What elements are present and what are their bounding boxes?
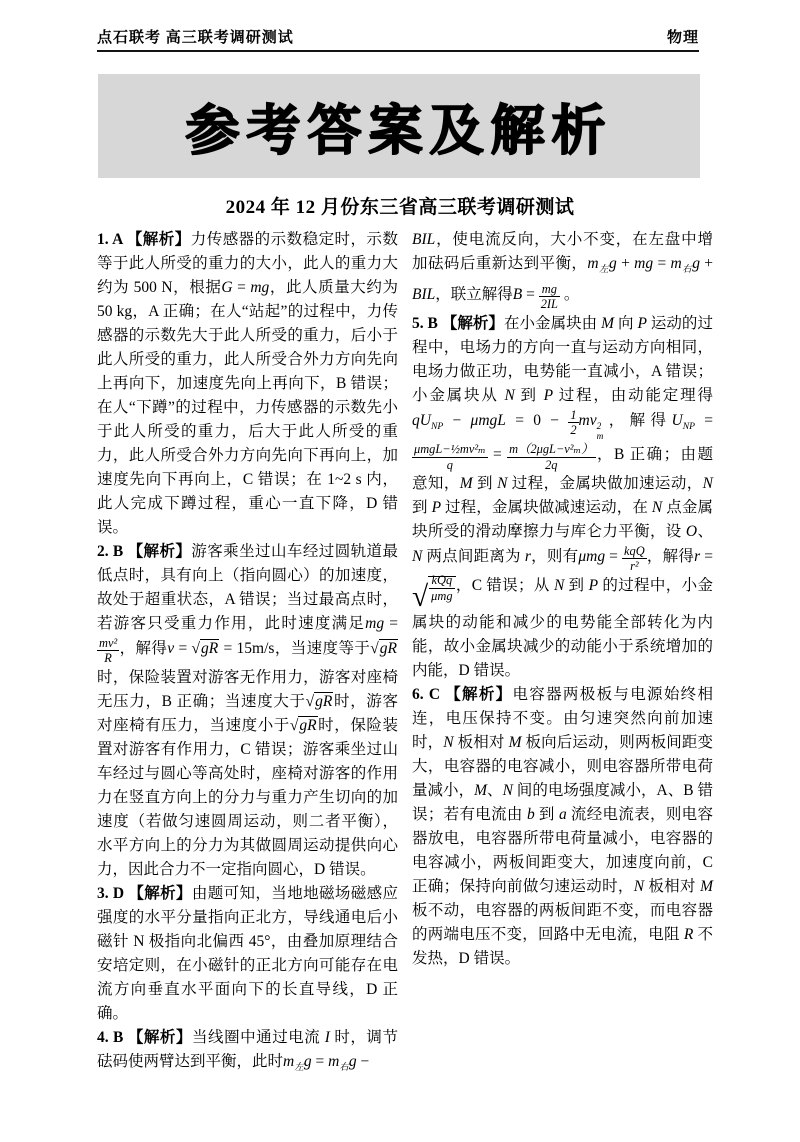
answer-item-2: 2. B 【解析】游客乘坐过山车经过圆轨道最低点时，具有向上（指向圆心）的加速度，故处于超重状态，A 错误；当过最高点时，若游客只受重力作用，此时速度满足mg = $\frac{\text{mv²}}{R}$ ，解得v = √gR = 15m/s，当速度等于√gR时，保险装置对游客无作用力，游客对座椅无压力，B 正确；当速度大于√gR时，游客对座椅有压力，当速度小于√gR时，保险装置对游客有作用力，C 错误；游客乘坐过山车经过与圆心等高处时，座椅对游客的作用力在竖直方向上的分力与重力产生切向的加速度（若做匀速圆周运动，则二者平衡），水平方向上的分力为其做圆周运动提供向心力，因此合力不一定指向圆心，D 错误。 — [97, 543, 398, 878]
radical: √ $\frac{\text{kQq}}{\text{μmg}}$ — [412, 573, 456, 611]
fraction: $\frac{\text{mv²}}{R}$ — [99, 636, 118, 666]
page-title: 参考答案及解析 — [185, 100, 613, 161]
answer-item-continuation: BIL，使电流反向，大小不变，在左盘中增加砝码后重新达到平衡，$m_左g$ + mg = $m_右g$ + BIL，联立解得B = $\frac{mg}{2IL}$ 。 — [412, 231, 713, 312]
column-right — [412, 228, 713, 1080]
fraction: $\frac{\text{m（2μgL−v²ₘ）}}{2q}$ — [509, 442, 594, 472]
page-header — [97, 26, 699, 52]
header-subject: 物理 — [666, 30, 699, 46]
answer-item-1: 1. A 【解析】力传感器的示数稳定时，示数等于此人所受的重力的大小，此人的重力大约为 500 N，根据G = mg，此人质量大约为 50 kg，A 正确；在人“站起”的过程中，力传感器的示数先大于此人所受的重力，后小于此人所受的重力，此人所受合外力方向先向上再向下，加速度先向上再向下，B 错误；在人“下蹲”的过程中，力传感器的示数先小于此人所受的重力，后大于此人所受的重力，此人所受合外力方向先向下再向上，加速度先向下再向上，C 错误；在 1~2 s 内，此人完成下蹲过程，重心一直下降，D 错误。 — [97, 231, 398, 536]
fraction: $\frac{1}{2}$ — [570, 407, 577, 437]
header-exam-name: 点石联考 高三联考调研测试 — [97, 30, 294, 46]
radical: √gR — [305, 692, 333, 710]
sup-sub: 2 m — [596, 421, 604, 442]
fraction: $\frac{mg}{2IL}$ — [540, 282, 558, 312]
answer-columns — [97, 228, 713, 1080]
exam-subtitle: 2024 年 12 月份东三省高三联考调研测试 — [225, 197, 575, 218]
fraction: $\frac{\text{kQq}}{\text{μmg}}$ — [431, 573, 453, 603]
answer-item-4: 4. B 【解析】当线圈中通过电流 I 时，调节砝码使两臂达到平衡，此时$m_左g = m_右g$ − — [97, 1028, 398, 1073]
answer-item-5: 5. B 【解析】在小金属块由 M 向 P 运动的过程中，电场力的方向一直与运动方向相同，电场力做正功，电势能一直减小，A 错误；小金属块从 N 到 P 过程，由动能定理得 $qU_{NP} - \mu mgL = 0$ − $\frac{1}{2}$ mv 2 m ，解得$U_{NP}$ = $\frac{\text{μmgL−½mv²ₘ}}{q}$ = $\frac{\text{m（2μgL−v²ₘ）}}{2q}$ ，B 正确；由题意知，M 到 N 过程，金属块做加速运动，N 到 P 过程，金属块做减速运动，在 N 点金属块所受的滑动摩擦力与库仑力平衡，设 O、N 两点间距离为 r，则有μmg = $\frac{\text{kqQ}}{\text{r²}}$ ，解得r = √ $\frac{\text{kQq}}{\text{μmg}}$ ，C 错误；从 N 到 P 的过程中，小金属块的动能和减少的电势能全部转化为内能，故小金属块减少的动能小于系统增加的内能，D 错误。 — [412, 314, 713, 679]
radical: √gR — [289, 716, 317, 734]
fraction: $\frac{\text{kqQ}}{\text{r²}}$ — [624, 543, 645, 574]
radical: √gR — [191, 639, 219, 657]
fraction: $\frac{\text{μmgL−½mv²ₘ}}{q}$ — [414, 442, 486, 472]
radical: √gR — [370, 639, 397, 657]
answer-item-6: 6. C 【解析】电容器两极板与电源始终相连，电压保持不变。由匀速突然向前加速时，N 板相对 M 板向后运动，则两板间距变大，电容器的电容减小，则电容器所带电荷量减小，M、N 间的电场强度减小，A、B 错误；若有电流由 b 到 a 流经电流表，则电容器放电，电容器所带电荷量减小，电容器的电容减小，两板间距变大，加速度向前，C 正确；保持向前做匀速运动时，N 板相对 M 板不动，电容器的两板间距不变，而电容器的两端电压不变，回路中无电流，电阻 R 不发热，D 错误。 — [412, 685, 713, 967]
answer-item-3: 3. D 【解析】由题可知，当地地磁场磁感应强度的水平分量指向正北方，导线通电后小磁针 N 极指向北偏西 45°，由叠加原理结合安培定则，在小磁针的正北方向可能存在电流方向垂直水平面向下的长直导线，D 正确。 — [97, 884, 398, 1022]
title-box — [98, 74, 700, 178]
column-left — [97, 228, 398, 1080]
